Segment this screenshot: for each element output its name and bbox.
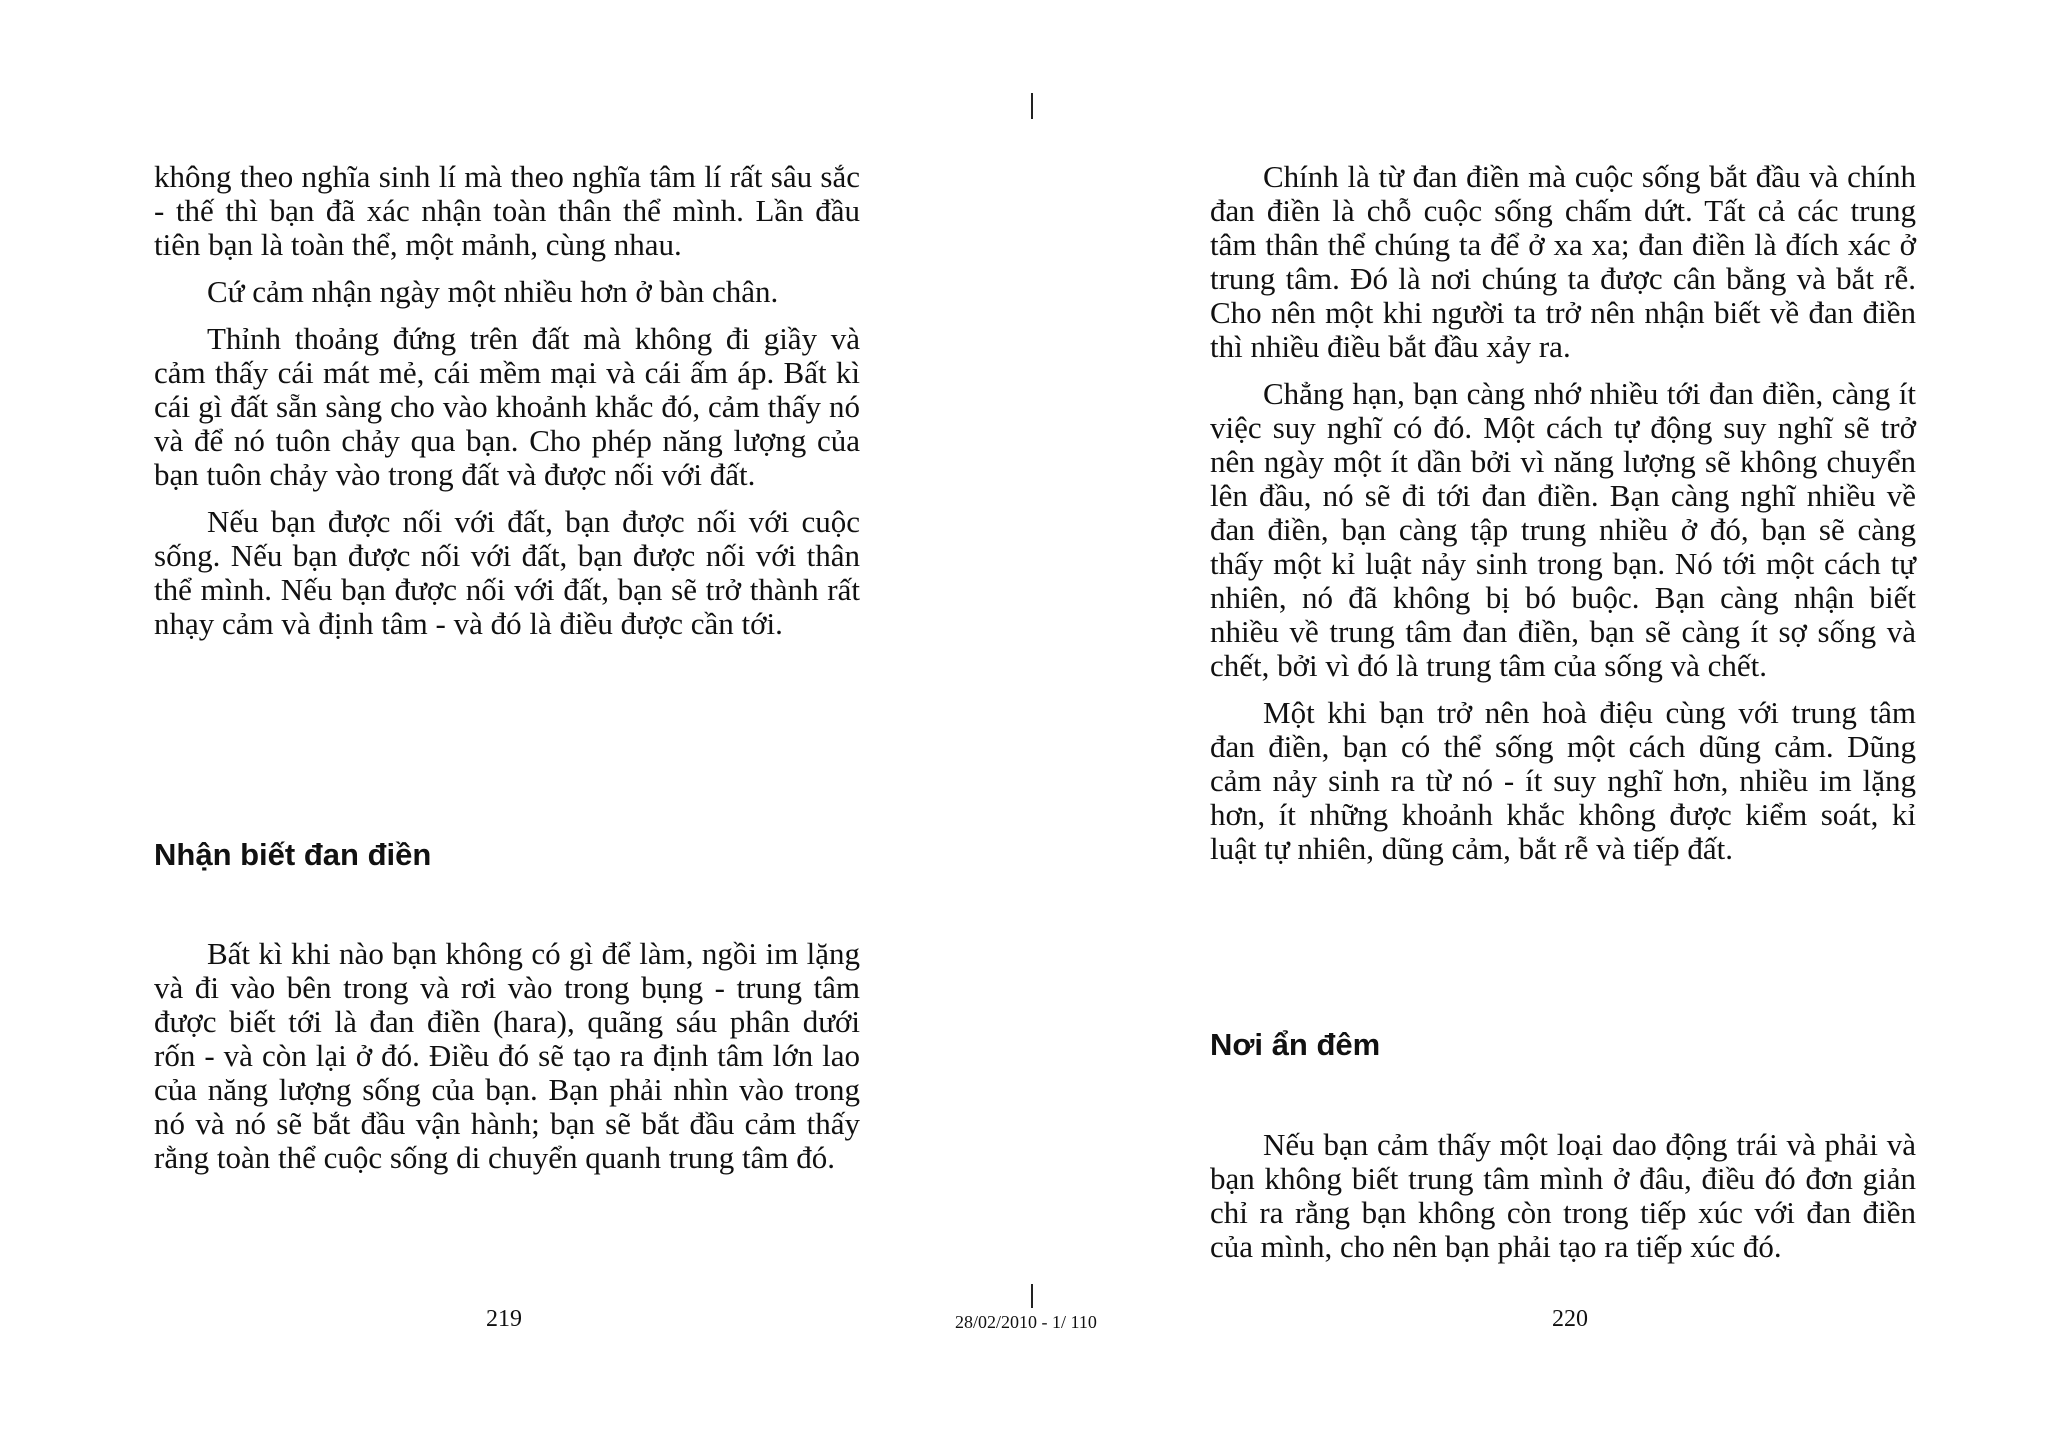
paragraph: Thỉnh thoảng đứng trên đất mà không đi giầy và cảm thấy cái mát mẻ, cái mềm mại và cái ấm áp. Bất kì cái gì đất sẵn sàng cho vào khoảnh khắc đó, cảm thấy nó và để nó tuôn chảy qua bạn. Cho phép năng lượng của bạn tuôn chảy vào trong đất và được nối với đất. [154, 321, 860, 492]
page-number-right: 220 [1552, 1306, 1588, 1332]
right-page-bottom-text [1210, 1128, 1916, 1277]
section-heading-left: Nhận biết đan điền [154, 837, 432, 872]
paragraph: Nếu bạn cảm thấy một loại dao động trái và phải và bạn không biết trung tâm mình ở đâu, điều đó đơn giản chỉ ra rằng bạn không còn trong tiếp xúc với đan điền của mình, cho nên bạn phải tạo ra tiếp xúc đó. [1210, 1127, 1916, 1264]
page-number-left: 219 [486, 1306, 522, 1332]
paragraph: không theo nghĩa sinh lí mà theo nghĩa tâm lí rất sâu sắc - thế thì bạn đã xác nhận toàn thân thể mình. Lần đầu tiên bạn là toàn thể, một mảnh, cùng nhau. [154, 159, 860, 262]
paragraph: Chính là từ đan điền mà cuộc sống bắt đầu và chính đan điền là chỗ cuộc sống chấm dứt. Tất cả các trung tâm thân thể chúng ta để ở xa xa; đan điền là đích xác ở trung tâm. Đó là nơi chúng ta được cân bằng và bắt rễ. Cho nên một khi người ta trở nên nhận biết về đan điền thì nhiều điều bắt đầu xảy ra. [1210, 159, 1916, 364]
bottom-center-mark [1031, 1284, 1033, 1308]
section-heading-right: Nơi ẩn đêm [1210, 1027, 1381, 1062]
top-center-mark [1031, 93, 1033, 119]
paragraph: Một khi bạn trở nên hoà điệu cùng với trung tâm đan điền, bạn có thể sống một cách dũng cảm. Dũng cảm nảy sinh ra từ nó - ít suy nghĩ hơn, nhiều im lặng hơn, ít những khoảnh khắc không được kiểm soát, kỉ luật tự nhiên, dũng cảm, bắt rễ và tiếp đất. [1210, 695, 1916, 866]
paragraph: Chẳng hạn, bạn càng nhớ nhiều tới đan điền, càng ít việc suy nghĩ có đó. Một cách tự động suy nghĩ sẽ trở nên ngày một ít dần bởi vì năng lượng sẽ không chuyển lên đầu, nó sẽ đi tới đan điền. Bạn càng nghĩ nhiều về đan điền, bạn càng tập trung nhiều ở đó, bạn sẽ càng thấy một kỉ luật nảy sinh trong bạn. Nó tới một cách tự nhiên, nó đã không bị bó buộc. Bạn càng nhận biết nhiều về trung tâm đan điền, bạn sẽ càng ít sợ sống và chết, bởi vì đó là trung tâm của sống và chết. [1210, 376, 1916, 683]
left-page-bottom-text [154, 937, 860, 1188]
footer-date: 28/02/2010 - 1/ 110 [955, 1312, 1097, 1332]
paragraph: Nếu bạn được nối với đất, bạn được nối với cuộc sống. Nếu bạn được nối với đất, bạn được nối với thân thể mình. Nếu bạn được nối với đất, bạn sẽ trở thành rất nhạy cảm và định tâm - và đó là điều được cần tới. [154, 504, 860, 641]
paragraph: Bất kì khi nào bạn không có gì để làm, ngồi im lặng và đi vào bên trong và rơi vào trong bụng - trung tâm được biết tới là đan điền (hara), quãng sáu phân dưới rốn - và còn lại ở đó. Điều đó sẽ tạo ra định tâm lớn lao của năng lượng sống của bạn. Bạn phải nhìn vào trong nó và nó sẽ bắt đầu vận hành; bạn sẽ bắt đầu cảm thấy rằng toàn thể cuộc sống di chuyển quanh trung tâm đó. [154, 936, 860, 1175]
paragraph: Cứ cảm nhận ngày một nhiều hơn ở bàn chân. [207, 274, 779, 309]
left-page-top-text [154, 160, 860, 654]
right-page-top-text [1210, 160, 1916, 879]
